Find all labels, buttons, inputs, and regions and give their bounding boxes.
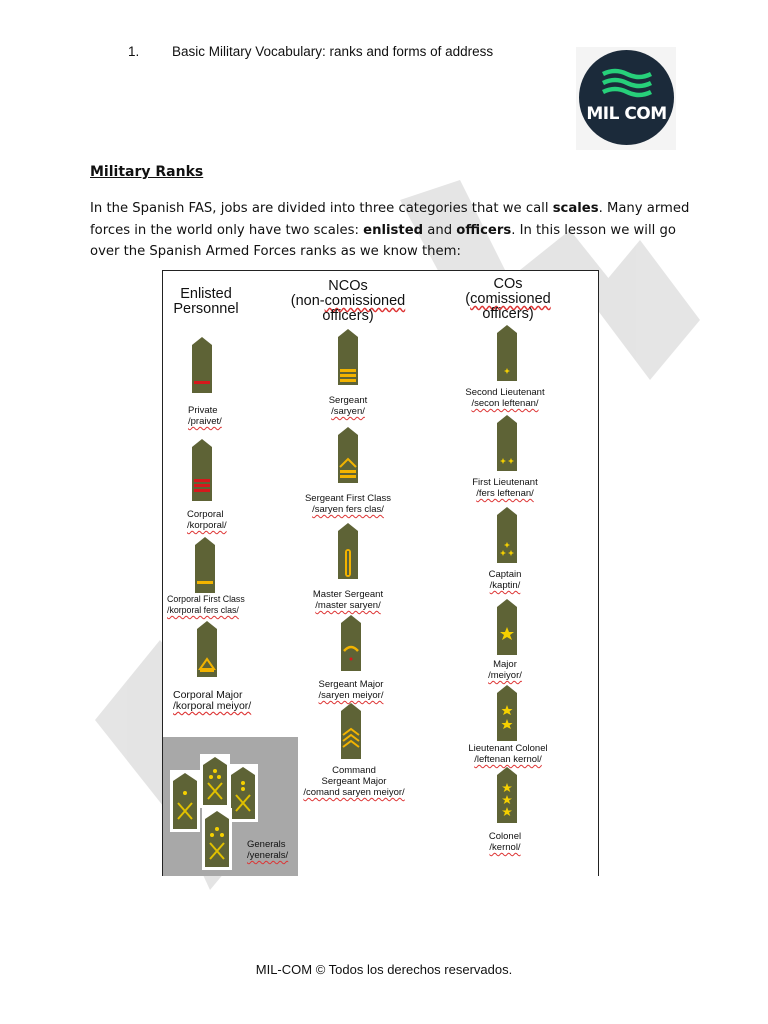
sergeant-major-caption: Sergeant Major /saryen meiyor/ (318, 679, 384, 701)
private-caption: Private /praivet/ (188, 405, 222, 427)
intro-text-4: . In this lesson we will go over the Spanish Armed Forces ranks as we know them: (90, 222, 676, 259)
section-title: Military Ranks (90, 164, 204, 180)
colonel-insignia-icon (497, 767, 517, 823)
major-caption: Major /meiyor/ (488, 659, 522, 681)
page-footer: MIL-COM © Todos los derechos reservados. (255, 962, 513, 977)
heading-title: Basic Military Vocabulary: ranks and forms of address (172, 44, 494, 59)
flag-icon (601, 68, 653, 98)
column-heading-cos: COs (comissioned officers) (465, 276, 551, 322)
intro-text-3: and (423, 222, 457, 238)
intro-text-1: In the Spanish FAS, jobs are divided into three categories that we call (90, 201, 553, 216)
major-insignia-icon (497, 599, 517, 655)
document-heading (128, 44, 493, 59)
logo-circle (579, 50, 674, 145)
generals-panel (163, 737, 298, 876)
heading-number: 1. (128, 44, 140, 59)
sergeant-first-class-insignia-icon (338, 427, 358, 483)
corporal-first-class-insignia-icon (195, 537, 215, 593)
sergeant-caption: Sergeant /saryen/ (328, 395, 368, 417)
captain-insignia-icon (497, 507, 517, 563)
sergeant-first-class-caption: Sergeant First Class /saryen fers clas/ (304, 493, 392, 515)
intro-text-2: . Many armed forces in the world only have two scales: (90, 201, 690, 238)
second-lieutenant-insignia-icon (497, 325, 517, 381)
first-lieutenant-caption: First Lieutenant /fers leftenan/ (472, 477, 538, 499)
milcom-logo (576, 47, 676, 150)
second-lieutenant-caption: Second Lieutenant /secon leftenan/ (465, 387, 545, 409)
sergeant-insignia-icon (338, 329, 358, 385)
command-sergeant-major-insignia-icon (341, 703, 361, 759)
command-sergeant-major-caption: Command Sergeant Major /comand saryen meiyor/ (303, 765, 405, 798)
logo-text: MIL COM (586, 104, 667, 124)
corporal-major-caption: Corporal Major /korporal meiyor/ (173, 689, 252, 712)
corporal-first-class-caption: Corporal First Class /korporal fers clas/ (167, 594, 245, 615)
column-heading-ncos: NCOs (non-comissioned officers) (290, 278, 406, 324)
intro-paragraph (90, 198, 690, 263)
first-lieutenant-insignia-icon (497, 415, 517, 471)
generals-caption: Generals /yenerals/ (247, 839, 289, 861)
corporal-insignia-icon (192, 439, 212, 501)
ranks-figure (162, 270, 599, 876)
sergeant-major-insignia-icon (341, 615, 361, 671)
lieutenant-colonel-insignia-icon (497, 685, 517, 741)
term-scales: scales (552, 201, 599, 216)
term-enlisted: enlisted (363, 222, 424, 238)
lieutenant-colonel-caption: Lieutenant Colonel /leftenan kernol/ (468, 743, 548, 765)
captain-caption: Captain /kaptin/ (488, 569, 522, 591)
column-heading-enlisted: Enlisted Personnel (173, 286, 239, 317)
corporal-major-insignia-icon (197, 621, 217, 677)
master-sergeant-insignia-icon (338, 523, 358, 579)
master-sergeant-caption: Master Sergeant /master saryen/ (312, 589, 384, 611)
term-officers: officers (456, 222, 512, 238)
colonel-caption: Colonel /kernol/ (488, 831, 522, 853)
private-insignia-icon (192, 337, 212, 393)
corporal-caption: Corporal /korporal/ (187, 509, 227, 531)
